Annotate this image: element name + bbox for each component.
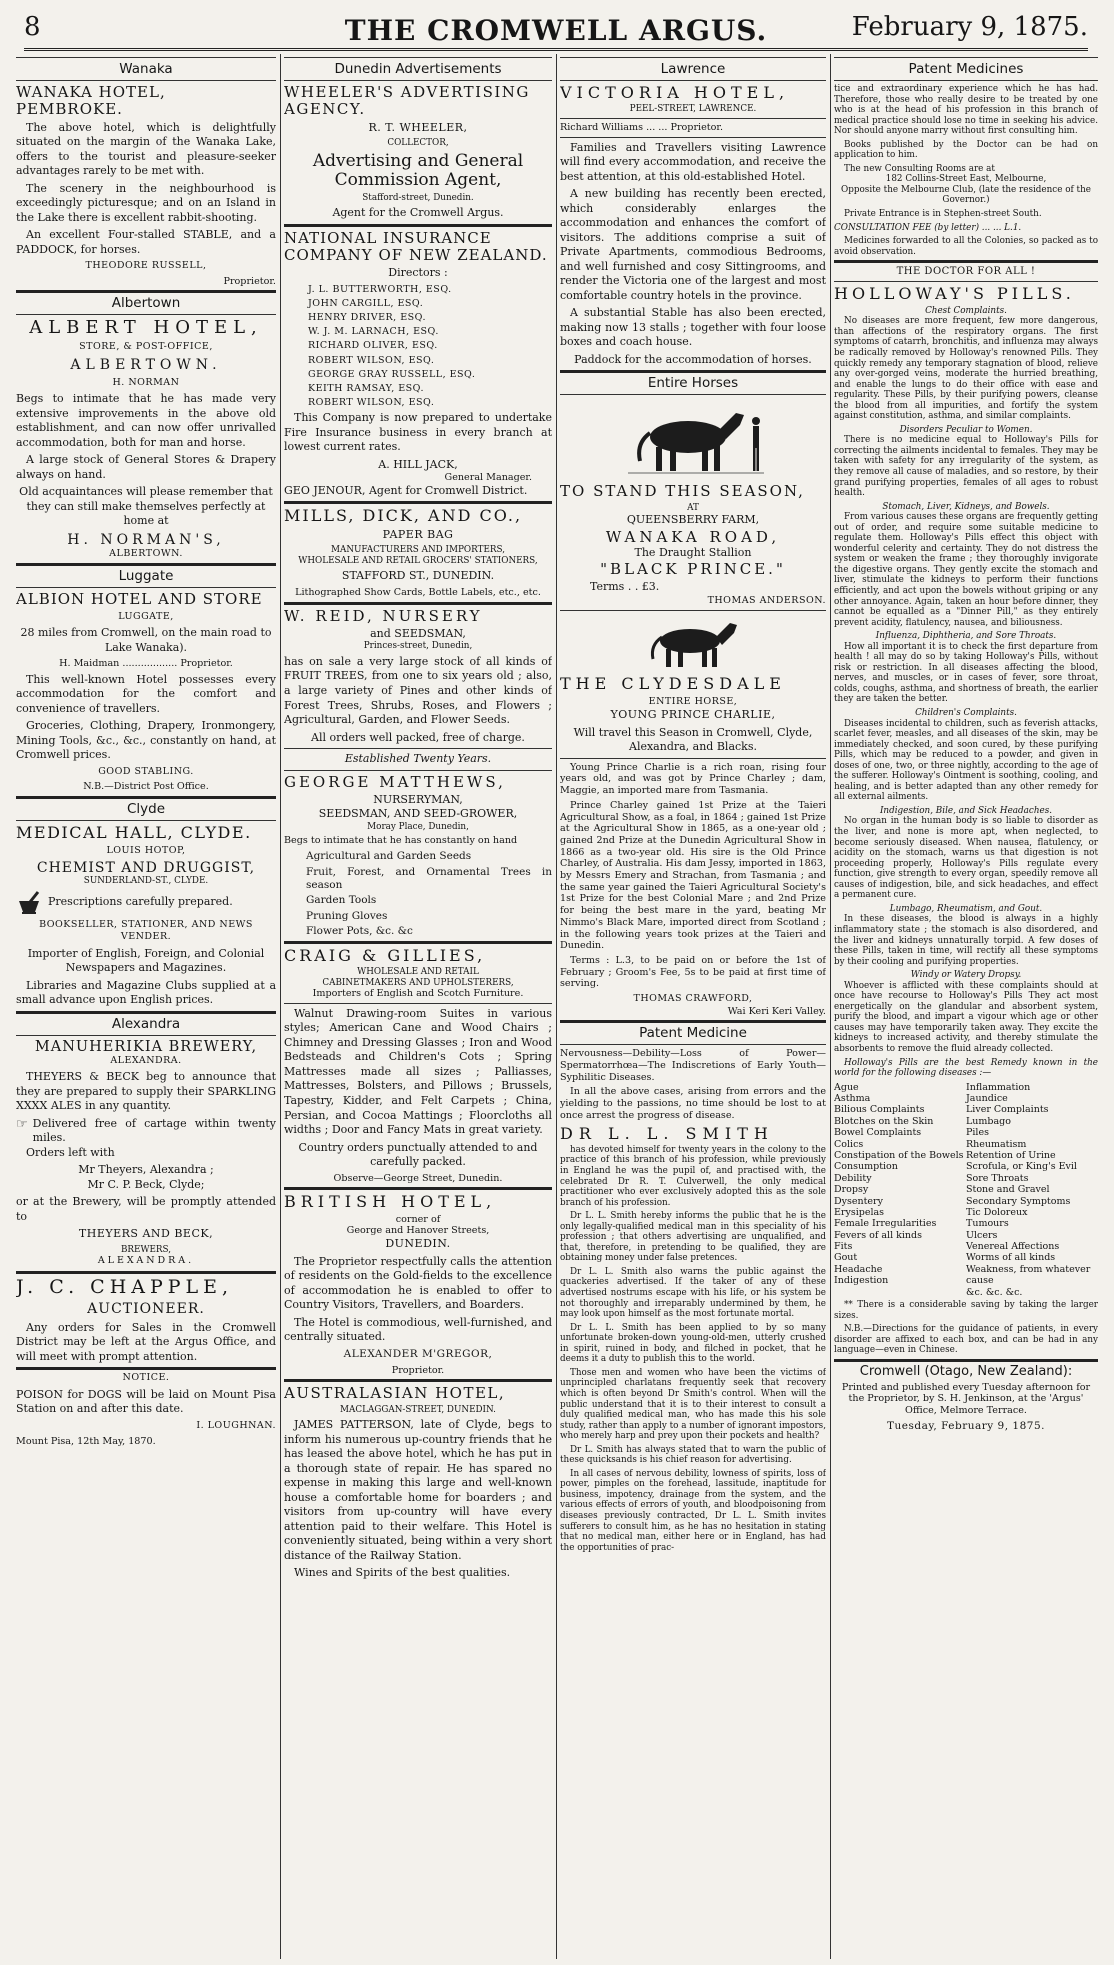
clydesdale-text-2: Young Prince Charlie is a rich roan, rising four years old, and was got by Prince Charley ; dam, Maggie, an imported mare from Tasmania. <box>560 761 826 797</box>
wanaka-role: Proprietor. <box>223 275 276 287</box>
disease-item: Dropsy <box>834 1184 869 1196</box>
medicine-lead: Nervousness—Debility—Loss of Power—Spermatorrhœa—The Indiscretions of Early Youth—Syphilitic Diseases. <box>560 1048 826 1083</box>
divider <box>560 610 826 611</box>
victoria-text-3: A substantial Stable has also been erected, making now 13 stalls ; together with four loose boxes and coach house. <box>560 306 826 349</box>
divider <box>16 290 276 293</box>
british-line-2: George and Hanover Streets, <box>346 1225 490 1237</box>
victoria-text-2: A new building has recently been erected, which considerably enlarges the accommodation and enhances the comfort of visitors. The additions comprise a suit of Private Apartments, commodious Bedrooms, and well furnished and cosy Sittingrooms, and render the Victoria one of the largest and most comfortable country hotels in the province. <box>560 187 826 302</box>
disease-item: Ague <box>834 1081 859 1093</box>
divider <box>560 1044 826 1045</box>
mills-text: Lithographed Show Cards, Bottle Labels, etc., etc. <box>295 586 541 598</box>
craig-line-2: CABINETMAKERS AND UPHOLSTERERS, <box>322 977 514 988</box>
wheeler-big: Advertising and General Commission Agent, <box>312 150 524 191</box>
holloway-text-8: Whoever is afflicted with these complaints should at once have recourse to Holloway's Pills They act most energetically on the glandular and absorbent system, purify the blood, and impart a vigour which age or other causes may have temporarily taken away. They excite the kidneys to increased activity, and thereby stimulate the absorbents to remove the fluid already collected. <box>834 980 1098 1054</box>
matthews-title: GEORGE MATTHEWS, <box>284 772 506 791</box>
smith-rooms-label: The new Consulting Rooms are at <box>844 163 995 174</box>
diseases-list-left <box>834 1082 966 1298</box>
divider <box>284 770 552 771</box>
director-item: J. L. BUTTERWORTH, ESQ. <box>308 283 452 295</box>
divider <box>284 602 552 605</box>
section-heading-alexandra: Alexandra <box>111 1015 181 1032</box>
black-prince-farm: QUEENSBERRY FARM, <box>626 513 760 527</box>
reid-text-1: has on sale a very large stock of all kinds of FRUIT TREES, from one to six years old ; also, a large variety of Pines and other kinds of Forest Trees, Shrubs, Roses, and Flowers ; Agricultural, Garden, and Flower Seeds. <box>284 654 552 727</box>
disease-item: Stone and Gravel <box>966 1184 1050 1196</box>
clydesdale-name: YOUNG PRINCE CHARLIE, <box>610 708 776 722</box>
clydesdale-sub: ENTIRE HORSE, <box>648 695 738 707</box>
holloway-list-heading: Holloway's Pills are the best Remedy known in the world for the following diseases :— <box>834 1057 1098 1079</box>
medical-hall-owner: LOUIS HOTOP, <box>106 844 186 856</box>
mills-sub: PAPER BAG <box>382 527 454 541</box>
holloway-text-6: No organ in the human body is so liable to disorder as the liver, and none is more apt, when neglected, to become seriously diseased. When nausea, flatulency, or acidity on the stomach, warns us that digestion is not proceeding properly, Holloway's Pills regulate every function, give strength to every organ, speedily remove all causes of indigestion, bile, and sick headaches, and effect a permanent cure. <box>834 816 1098 901</box>
victoria-text-4: Paddock for the accommodation of horses. <box>574 352 812 366</box>
clydesdale-text-1: Will travel this Season in Cromwell, Clyde, Alexandra, and Blacks. <box>573 725 813 754</box>
matthews-text: Begs to intimate that he has constantly on hand <box>284 835 518 847</box>
holloway-title: HOLLOWAY'S PILLS. <box>834 284 1075 304</box>
matthews-item: Garden Tools <box>306 894 377 907</box>
black-prince-terms: Terms . . £3. <box>590 580 660 594</box>
divider <box>16 80 276 81</box>
disease-item: Gout <box>834 1252 858 1264</box>
mills-title: MILLS, DICK, AND CO., <box>284 506 523 526</box>
holloway-note-2: N.B.—Directions for the guidance of patients, in every disorder are affixed to each box, and can be had in any language—even in Chinese. <box>834 1324 1098 1356</box>
smith-consultation-fee: CONSULTATION FEE (by letter) ... ... L.1. <box>834 222 1022 233</box>
notice-heading: NOTICE. <box>122 1372 170 1384</box>
craig-title: CRAIG & GILLIES, <box>284 945 486 965</box>
disease-item: Secondary Symptoms <box>966 1195 1071 1207</box>
matthews-items <box>284 850 552 939</box>
divider <box>560 758 826 759</box>
matthews-established: Established Twenty Years. <box>344 752 492 766</box>
black-prince-signature: THOMAS ANDERSON. <box>707 594 826 606</box>
director-item: JOHN CARGILL, ESQ. <box>308 297 424 309</box>
dr-smith-text-1: has devoted himself for twenty years in the colony to the practice of this branch of his profession, while previously in England he was the pupil of, and practised with, the celebrated Dr R. T. Culverwell, the only medical practitioner who ever exclusively adopted this as the sole branch of his profession. <box>560 1144 826 1208</box>
disease-item: Fevers of all kinds <box>834 1229 923 1241</box>
wheeler-agent: Agent for the Cromwell Argus. <box>332 206 504 220</box>
mills-line-1: MANUFACTURERS AND IMPORTERS, <box>330 545 506 556</box>
brewery-order-1: Mr Theyers, Alexandra ; <box>78 1163 214 1177</box>
craig-text-3: Observe—George Street, Dunedin. <box>333 1172 503 1184</box>
albert-signature-place: ALBERTOWN. <box>109 547 183 559</box>
matthews-line-1: NURSERYMAN, <box>373 792 463 806</box>
divider <box>560 1020 826 1023</box>
matthews-item: Pruning Gloves <box>306 909 388 922</box>
medical-hall-trade: CHEMIST AND DRUGGIST, <box>36 860 256 877</box>
divider <box>560 80 826 81</box>
holloway-sub-5: Children's Complaints. <box>915 708 1017 719</box>
diseases-list <box>834 1082 1098 1298</box>
divider <box>16 1011 276 1014</box>
wanaka-text-1: The above hotel, which is delightfully situated on the margin of the Wanaka Lake, offers to the tourist and pleasure-seeker advantages rarely to be met with. <box>16 120 276 178</box>
dr-smith-text-6: Dr L. Smith has always stated that to warn the public of these quicksands is his chief reason for advertising. <box>560 1444 826 1466</box>
albion-text-3: Groceries, Clothing, Drapery, Ironmongery, Mining Tools, &c., &c., constantly on hand, at Cromwell prices. <box>16 719 276 762</box>
disease-item: Tumours <box>966 1218 1009 1230</box>
masthead <box>24 8 1088 51</box>
clydesdale-signature-place: Wai Keri Keri Valley. <box>727 1005 826 1017</box>
disease-item: Weakness, from whatever cause <box>966 1263 1091 1287</box>
divider <box>284 224 552 227</box>
divider <box>834 281 1098 282</box>
disease-item: Jaundice <box>966 1093 1008 1104</box>
section-heading-clyde: Clyde <box>126 801 166 818</box>
disease-item: Rheumatism <box>966 1138 1027 1150</box>
disease-item: Lumbago <box>966 1115 1011 1127</box>
mortar-pestle-icon <box>16 891 42 915</box>
disease-item: Dysentery <box>834 1195 883 1207</box>
craig-text-1: Walnut Drawing-room Suites in various styles; American Cane and Wood Chairs ; Chimney and Dressing Glasses ; Iron and Wood Bedsteads and Children's Cots ; Spring Mattresses made all sizes ; Palliasses, Mattresses, Bolsters, and Pillows ; Brussels, Tapestry, Kidder, and Felt Carpets ; China, Persian, and Cocoa Mattings ; Floorcloths all widths ; Door and Fancy Mats in great variety. <box>284 1006 552 1137</box>
british-text-1: The Proprietor respectfully calls the attention of residents on the Gold-fields to the excellence of accommodation he is enabled to offer to Country Visitors, Travellers, and Boarders. <box>284 1254 552 1312</box>
craig-line-3: Importers of English and Scotch Furniture. <box>312 988 524 1000</box>
disease-item: Ulcers <box>966 1229 998 1241</box>
column-rule <box>556 54 557 1959</box>
disease-item: Retention of Urine <box>966 1149 1056 1161</box>
holloway-sub-2: Disorders Peculiar to Women. <box>899 424 1033 435</box>
holloway-text-2: There is no medicine equal to Holloway's Pills for correcting the ailments incidental to females. They may be taken with safety for any irregularity of the system, as they remove all cause of maladies, and so restore, by their grand purifying properties, females of all ages to robust health. <box>834 435 1098 499</box>
holloway-sub-3: Stomach, Liver, Kidneys, and Bowels. <box>882 501 1050 512</box>
wheeler-name: R. T. WHEELER, <box>368 120 468 134</box>
divider <box>284 1379 552 1382</box>
black-prince-at: AT <box>687 502 699 513</box>
medical-hall-text-2: BOOKSELLER, STATIONER, AND NEWS VENDER. <box>39 918 253 943</box>
insurance-signature: A. HILL JACK, <box>378 457 458 471</box>
australasian-text-2: Wines and Spirits of the best qualities. <box>294 1566 511 1580</box>
clydesdale-illustration <box>560 615 826 671</box>
draught-horse-illustration <box>560 399 826 479</box>
disease-item: Female Irregularities <box>834 1218 937 1230</box>
dr-smith-text-2: Dr L. L. Smith hereby informs the public that he is the only legally-qualified medical man in this speciality of his profession ; that others advertising are unqualified, and that, therefore, in pretending to be qualified, they are obtaining money under false pretences. <box>560 1211 826 1264</box>
disease-item: Worms of all kinds <box>966 1252 1056 1264</box>
section-heading-patent-medicines: Patent Medicines <box>908 61 1024 77</box>
disease-item: Bowel Complaints <box>834 1127 922 1139</box>
smith-continued-text-2: Books published by the Doctor can be had on application to him. <box>834 139 1098 161</box>
divider <box>16 314 276 315</box>
divider <box>834 260 1098 263</box>
medical-hall-text-4: Libraries and Magazine Clubs supplied at a small advance upon English prices. <box>16 978 276 1007</box>
insurance-signature-role: General Manager. <box>444 472 532 484</box>
victoria-text-1: Families and Travellers visiting Lawrence will find every accommodation, and receive the best attention, at this old-established Hotel. <box>560 140 826 183</box>
brewery-order-2: Mr C. P. Beck, Clyde; <box>87 1177 205 1191</box>
horse-icon <box>638 615 748 671</box>
disease-item: Asthma <box>834 1093 871 1104</box>
divider <box>834 80 1098 81</box>
albert-owner: H. NORMAN <box>112 376 180 388</box>
dr-smith-text-4: Dr L. L. Smith has been applied to by so many unfortunate broken-down young-old-men, utterly crushed in spirit, ruined in body, and filched in pocket, that he deems it a duty to publish this to the world. <box>560 1322 826 1365</box>
notice-text: POISON for DOGS will be laid on Mount Pisa Station on and after this date. <box>16 1387 276 1416</box>
section-heading-luggate: Luggate <box>118 568 174 585</box>
victoria-hotel-title: VICTORIA HOTEL, <box>560 83 790 102</box>
clydesdale-title: THE CLYDESDALE <box>560 674 786 694</box>
clydesdale-text-4: Terms : L.3, to be paid on or before the 1st of February ; Groom's Fee, 5s to be paid at first time of serving. <box>560 954 826 990</box>
british-signature: ALEXANDER M'GREGOR, <box>343 1347 493 1360</box>
brewery-text-1: THEYERS & BECK beg to announce that they are prepared to supply their SPARKLING XXXX ALES in any quantity. <box>16 1070 276 1113</box>
divider <box>834 57 1098 58</box>
section-heading-albertown: Albertown <box>111 295 181 312</box>
brewery-title: MANUHERIKIA BREWERY, <box>34 1038 258 1055</box>
medical-hall-text-3: Importer of English, Foreign, and Colonial Newspapers and Magazines. <box>27 946 265 975</box>
divider <box>284 748 552 749</box>
holloway-text-4: How all important it is to check the first departure from health ! all may do so by taking Holloway's Pills, without risk or restriction. In all diseases affecting the blood, nerves, and muscles, or in cases of fever, sore throat, colds, coughs, asthma, and shortness of breath, the earlier they are taken the better. <box>834 641 1098 705</box>
albert-text-1: Begs to intimate that he has made very extensive improvements in the above old establishment, and can now offer unrivalled accommodation, both for man and horse. <box>16 392 276 449</box>
brewery-place: ALEXANDRA. <box>110 1054 182 1066</box>
imprint-text: Printed and published every Tuesday afternoon for the Proprietor, by S. H. Jenkinson, at the 'Argus' Office, Melmore Terrace. <box>841 1381 1091 1417</box>
black-prince-stallion: The Draught Stallion <box>634 545 752 559</box>
issue-date: February 9, 1875. <box>851 12 1088 42</box>
divider <box>16 1271 276 1274</box>
disease-item: Colics <box>834 1138 864 1150</box>
wheeler-address: Stafford-street, Dunedin. <box>362 192 474 203</box>
disease-item: Piles <box>966 1127 989 1139</box>
notice-signature: I. LOUGHNAN. <box>196 1419 276 1431</box>
albert-hotel-place: ALBERTOWN. <box>70 356 222 373</box>
albert-hotel-sub: STORE, & POST-OFFICE, <box>79 341 213 353</box>
director-item: W. J. M. LARNACH, ESQ. <box>308 326 439 338</box>
medical-hall-text-1: Prescriptions carefully prepared. <box>48 895 233 909</box>
disease-item: &c. &c. &c. <box>966 1286 1023 1298</box>
wanaka-signature: THEODORE RUSSELL, <box>85 260 207 272</box>
smith-rooms-opposite: Opposite the Melbourne Club, (late the residence of the Governor.) <box>841 184 1091 206</box>
disease-item: Liver Complaints <box>966 1104 1049 1116</box>
disease-item: Consumption <box>834 1161 898 1173</box>
reid-title: W. REID, NURSERY <box>284 606 483 625</box>
director-item: RICHARD OLIVER, ESQ. <box>308 340 438 352</box>
holloway-text-5: Diseases incidental to children, such as feverish attacks, scarlet fever, measles, and all diseases of the skin, may be immediately checked, and soon cured, by these purifying Pills, which may be reduced to a powder, and given in doses of one, two, or three nightly, according to the age of the sufferer. Holloway's Ointment is soothing, cooling, and healing, and is better adapted than any other remedy for all external ailments. <box>834 718 1098 803</box>
insurance-directors-label: Directors : <box>388 266 448 280</box>
disease-item: Erysipelas <box>834 1206 885 1218</box>
director-item: ROBERT WILSON, ESQ. <box>308 354 435 366</box>
british-text-2: The Hotel is commodious, well-furnished, and centrally situated. <box>284 1315 552 1344</box>
director-item: ROBERT WILSON, ESQ. <box>308 396 435 408</box>
divider <box>834 1359 1098 1362</box>
divider <box>16 587 276 588</box>
divider <box>16 1035 276 1036</box>
disease-item: Inflammation <box>966 1081 1031 1093</box>
british-role: Proprietor. <box>391 1364 445 1376</box>
insurance-title: NATIONAL INSURANCE COMPANY OF NEW ZEALAND. <box>284 228 548 264</box>
australasian-text-1: JAMES PATTERSON, late of Clyde, begs to inform his numerous up-country friends that he has leased the above hotel, which he has put in a thorough state of repair. He has spared no expense in making this large and well-known house a comfortable home for boarders ; and visitors from up-country will have every attention paid to their welfare. This Hotel is conveniently situated, being within a very short distance of the Railway Station. <box>284 1418 552 1562</box>
column-1 <box>16 54 276 1959</box>
newspaper-title: THE CROMWELL ARGUS. <box>344 14 768 47</box>
holloway-heading: THE DOCTOR FOR ALL ! <box>896 266 1036 278</box>
holloway-sub-6: Indigestion, Bile, and Sick Headaches. <box>879 805 1053 816</box>
australasian-address: MACLAGGAN-STREET, DUNEDIN. <box>340 1404 496 1415</box>
divider <box>284 941 552 944</box>
clydesdale-signature: THOMAS CRAWFORD, <box>633 993 753 1005</box>
albion-stabling: GOOD STABLING. <box>98 765 194 777</box>
disease-item: Blotches on the Skin <box>834 1115 934 1127</box>
albert-text-2: A large stock of General Stores & Drapery always on hand. <box>16 453 276 481</box>
victoria-proprietor: Richard Williams ... ... Proprietor. <box>560 121 723 133</box>
disease-item: Tic Doloreux <box>966 1206 1028 1218</box>
smith-rooms-address: 182 Collins-Street East, Melbourne, <box>885 174 1047 185</box>
divider <box>560 370 826 373</box>
column-4 <box>834 54 1098 1959</box>
wheeler-role: COLLECTOR, <box>387 138 449 149</box>
black-prince-title: TO STAND THIS SEASON, <box>560 482 805 501</box>
brewery-text-4: or at the Brewery, will be promptly attended to <box>16 1195 276 1223</box>
reid-text-2: All orders well packed, free of charge. <box>311 730 525 744</box>
divider <box>16 820 276 821</box>
insurance-text: This Company is now prepared to undertake Fire Insurance business in every branch at lowest current rates. <box>284 411 552 454</box>
medicine-intro: In all the above cases, arising from errors and the yielding to the passions, no time should be lost to at once arrest the progress of disease. <box>560 1086 826 1121</box>
director-item: GEORGE GRAY RUSSELL, ESQ. <box>308 368 476 380</box>
wanaka-text-2: The scenery in the neighbourhood is exceedingly picturesque; and on an Island in the Lake there is excellent rabbit-shooting. <box>16 181 276 224</box>
disease-item: Bilious Complaints <box>834 1104 925 1116</box>
black-prince-name: "BLACK PRINCE." <box>600 560 786 579</box>
holloway-sub-7: Lumbago, Rheumatism, and Gout. <box>889 903 1043 914</box>
british-line-3: DUNEDIN. <box>385 1237 451 1251</box>
section-heading-patent-medicine: Patent Medicine <box>639 1025 747 1042</box>
albert-signature: H. NORMAN'S, <box>67 531 225 548</box>
disease-item: Fits <box>834 1241 853 1253</box>
disease-item: Headache <box>834 1263 883 1275</box>
matthews-address: Moray Place, Dunedin, <box>367 821 469 832</box>
matthews-item: Flower Pots, &c. &c <box>306 925 413 938</box>
smith-medicines-forwarded: Medicines forwarded to all the Colonies, so packed as to avoid observation. <box>834 236 1098 257</box>
divider <box>284 1187 552 1190</box>
albion-hotel-title: ALBION HOTEL AND STORE <box>16 590 263 609</box>
divider <box>560 394 826 395</box>
divider <box>560 118 826 119</box>
director-item: KEITH RAMSAY, ESQ. <box>308 382 425 394</box>
disease-item: Constipation of the Bowels <box>834 1149 964 1161</box>
dr-smith-text-7: In all cases of nervous debility, lowness of spirits, loss of power, pimples on the forehead, lassitude, inaptitude for business, impotency, drainage from the system, and the various effects of errors of youth, and bloodpoisoning from diseases previously contracted, Dr L. L. Smith invites sufferers to consult him, as he has no hesitation in stating that no medical man, either here or in England, has had the opportunities of prac- <box>560 1468 826 1553</box>
black-prince-road: WANAKA ROAD, <box>605 527 781 546</box>
disease-item: Venereal Affections <box>966 1241 1060 1253</box>
wheeler-title: WHEELER'S ADVERTISING AGENCY. <box>284 83 530 119</box>
director-item: HENRY DRIVER, ESQ. <box>308 312 426 324</box>
disease-item: Debility <box>834 1172 872 1184</box>
dr-smith-title: DR L. L. SMITH <box>560 1123 774 1143</box>
divider <box>560 137 826 138</box>
chapple-sub: AUCTIONEER. <box>87 1300 205 1317</box>
imprint-title: Cromwell (Otago, New Zealand): <box>859 1363 1073 1379</box>
reid-address: Princes-street, Dunedin, <box>363 641 473 652</box>
albion-post-office: N.B.—District Post Office. <box>83 781 209 793</box>
disease-item: Scrofula, or King's Evil <box>966 1161 1077 1173</box>
mills-line-2: WHOLESALE AND RETAIL GROCERS' STATIONERS, <box>298 555 538 566</box>
holloway-sub-1: Chest Complaints. <box>925 305 1007 316</box>
divider <box>16 1367 276 1370</box>
diseases-list-right <box>966 1082 1098 1298</box>
smith-continued-text-1: tice and extraordinary experience which he has had. Therefore, those who really desire to be treated by one who is at the head of his profession in this branch of medical practice should lose no time in seeking his advice. Nor should anyone marry without first consulting him. <box>834 84 1098 137</box>
column-2 <box>284 54 552 1959</box>
directors-list <box>284 284 552 409</box>
brewery-text-2: Delivered free of cartage within twenty miles. <box>32 1116 276 1145</box>
insurance-agent: GEO JENOUR, Agent for Cromwell District. <box>284 483 528 497</box>
medical-hall-address: SUNDERLAND-ST., CLYDE. <box>83 876 209 887</box>
divider <box>16 57 276 58</box>
holloway-sub-4: Influenza, Diphtheria, and Sore Throats. <box>875 631 1057 642</box>
british-line-1: corner of <box>395 1213 441 1225</box>
divider <box>16 796 276 799</box>
smith-private-entrance: Private Entrance is in Stephen-street South. <box>844 209 1042 220</box>
brewery-signature: THEYERS AND BECK, <box>78 1227 214 1241</box>
albert-text-3: Old acquaintances will please remember that they can still make themselves perfectly at home at <box>19 485 273 528</box>
imprint-date: Tuesday, February 9, 1875. <box>887 1419 1045 1432</box>
disease-item: Indigestion <box>834 1275 889 1287</box>
clydesdale-text-3: Prince Charley gained 1st Prize at the Taieri Agricultural Show, as a foal, in 1864 ; gained 1st Prize at the Agricultural Show in 1865, as a one-year old ; gained 2nd Prize at the Dunedin Agricultural Show in 1866 as a two-year old. His sire is the Old Prince Charley, of Australia. His dam Jessy, imported in 1863, by Messrs Emery and Strachan, from Tasmania ; and the same year gained the Taieri Agricultural Society's 1st Prize for the best Colonial Mare ; and 2nd Prize for being the best mare in the yard, beating Mr Nimmo's Black Mare, imported direct from Scotland ; in the following years took prizes at the Taieri and Dunedin. <box>560 799 826 952</box>
dr-smith-text-5: Those men and women who have been the victims of unprincipled charlatans frequently seek that recovery which is often beyond Dr Smith's control. When will the public understand that it is to their interest to consult a duly qualified medical man, who has made this his sole study, rather than apply to a number of ignorant impostors, who merely harp and prey upon their pockets and health? <box>560 1367 826 1442</box>
matthews-item: Agricultural and Garden Seeds <box>306 850 472 863</box>
divider <box>560 57 826 58</box>
albert-hotel-title: ALBERT HOTEL, <box>29 317 263 339</box>
chapple-text: Any orders for Sales in the Cromwell District may be left at the Argus Office, and will meet with prompt attention. <box>16 1320 276 1363</box>
australasian-title: AUSTRALASIAN HOTEL, <box>284 1384 506 1403</box>
column-rule <box>830 54 831 1959</box>
wanaka-text-3: An excellent Four-stalled STABLE, and a PADDOCK, for horses. <box>16 228 276 256</box>
page-number: 8 <box>24 12 41 42</box>
chapple-title: J. C. CHAPPLE, <box>16 1276 234 1299</box>
holloway-sub-8: Windy or Watery Dropsy. <box>910 970 1022 981</box>
brewery-signature-place: ALEXANDRA. <box>97 1255 195 1267</box>
medical-hall-title: MEDICAL HALL, CLYDE. <box>16 823 252 843</box>
disease-item: Sore Throats <box>966 1172 1029 1184</box>
holloway-text-7: In these diseases, the blood is always in a highly inflammatory state ; the stomach is also disordered, and the liver and kidneys unnaturally torpid. A few doses of these Pills, taken in time, will rectify all these symptoms by their cooling and purifying properties. <box>834 914 1098 967</box>
section-heading-entire-horses: Entire Horses <box>647 375 739 392</box>
holloway-text-3: From various causes these organs are frequently getting out of order, and require some suitable medicine to regulate them. Holloway's Pills effect this object with wonderful celerity and certainty. They do not distress the system or weaken the frame ; they thoroughly invigorate the digestive organs. They gently excite the stomach and liver, stimulate the kidneys to perform their functions efficiently, and act upon the bowels without griping or any other annoyance. Again, taken an hour before dinner, they cannot be equalled as a "Dinner Pill," as they entirely prevent acidity, flatulency, nausea, and biliousness. <box>834 512 1098 628</box>
section-heading-dunedin: Dunedin Advertisements <box>334 61 502 77</box>
holloway-text-1: No diseases are more frequent, few more dangerous, than affections of the respiratory organs. The first symptoms of catarrh, bronchitis, and influenza may always be radically removed by Holloway's renowned Pills. They quickly remedy any temporary stagnation of blood, relieve any over-gorged veins, moderate the hurried breathing, and enable the lungs to do their office with ease and regularity. These Pills, by their purifying powers, cleanse the blood from all impurities, and fortify the system against constitution, asthma, and similar complaints. <box>834 316 1098 422</box>
prescriptions-line <box>16 891 276 915</box>
brewery-signature-role: BREWERS, <box>120 1244 172 1255</box>
column-3 <box>560 54 826 1959</box>
dr-smith-text-3: Dr L. L. Smith also warns the public against the quackeries advertised. If the taker of any of these advertised nostrums escape with his life, or his system be not thoroughly and irreparably undermined by them, he may look upon himself as the most fortunate mortal. <box>560 1266 826 1320</box>
divider <box>284 57 552 58</box>
craig-line-1: WHOLESALE AND RETAIL <box>357 967 479 978</box>
pointing-hand-icon: ☞ <box>16 1116 28 1132</box>
craig-text-2: Country orders punctually attended to and carefully packed. <box>298 1140 538 1169</box>
wanaka-hotel-title: WANAKA HOTEL, PEMBROKE. <box>16 83 166 119</box>
albion-text-1: 28 miles from Cromwell, on the main road to Lake Wanaka). <box>20 626 272 654</box>
mills-address: STAFFORD ST., DUNEDIN. <box>341 569 495 583</box>
matthews-item: Fruit, Forest, and Ornamental Trees in season <box>306 865 552 891</box>
victoria-address: PEEL-STREET, LAWRENCE. <box>629 104 757 115</box>
british-hotel-title: BRITISH HOTEL, <box>284 1192 497 1212</box>
divider <box>284 80 552 81</box>
albion-sub: LUGGATE, <box>118 610 174 622</box>
delivery-line <box>16 1117 276 1146</box>
divider <box>16 563 276 566</box>
albion-proprietor: H. Maidman .................. Proprietor. <box>59 658 233 670</box>
horse-icon <box>618 399 768 479</box>
divider <box>284 1003 552 1004</box>
albion-text-2: This well-known Hotel possesses every accommodation for the comfort and convenience of travellers. <box>16 672 276 715</box>
column-rule <box>280 54 281 1959</box>
matthews-line-2: SEEDSMAN, AND SEED-GROWER, <box>318 807 518 821</box>
section-heading-wanaka: Wanaka <box>119 61 173 77</box>
notice-date: Mount Pisa, 12th May, 1870. <box>16 1435 156 1447</box>
brewery-text-3: Orders left with <box>26 1145 115 1159</box>
section-heading-lawrence: Lawrence <box>660 61 726 77</box>
divider <box>284 501 552 504</box>
holloway-note-1: ** There is a considerable saving by taking the larger sizes. <box>834 1300 1098 1321</box>
reid-sub: and SEEDSMAN, <box>370 626 466 640</box>
